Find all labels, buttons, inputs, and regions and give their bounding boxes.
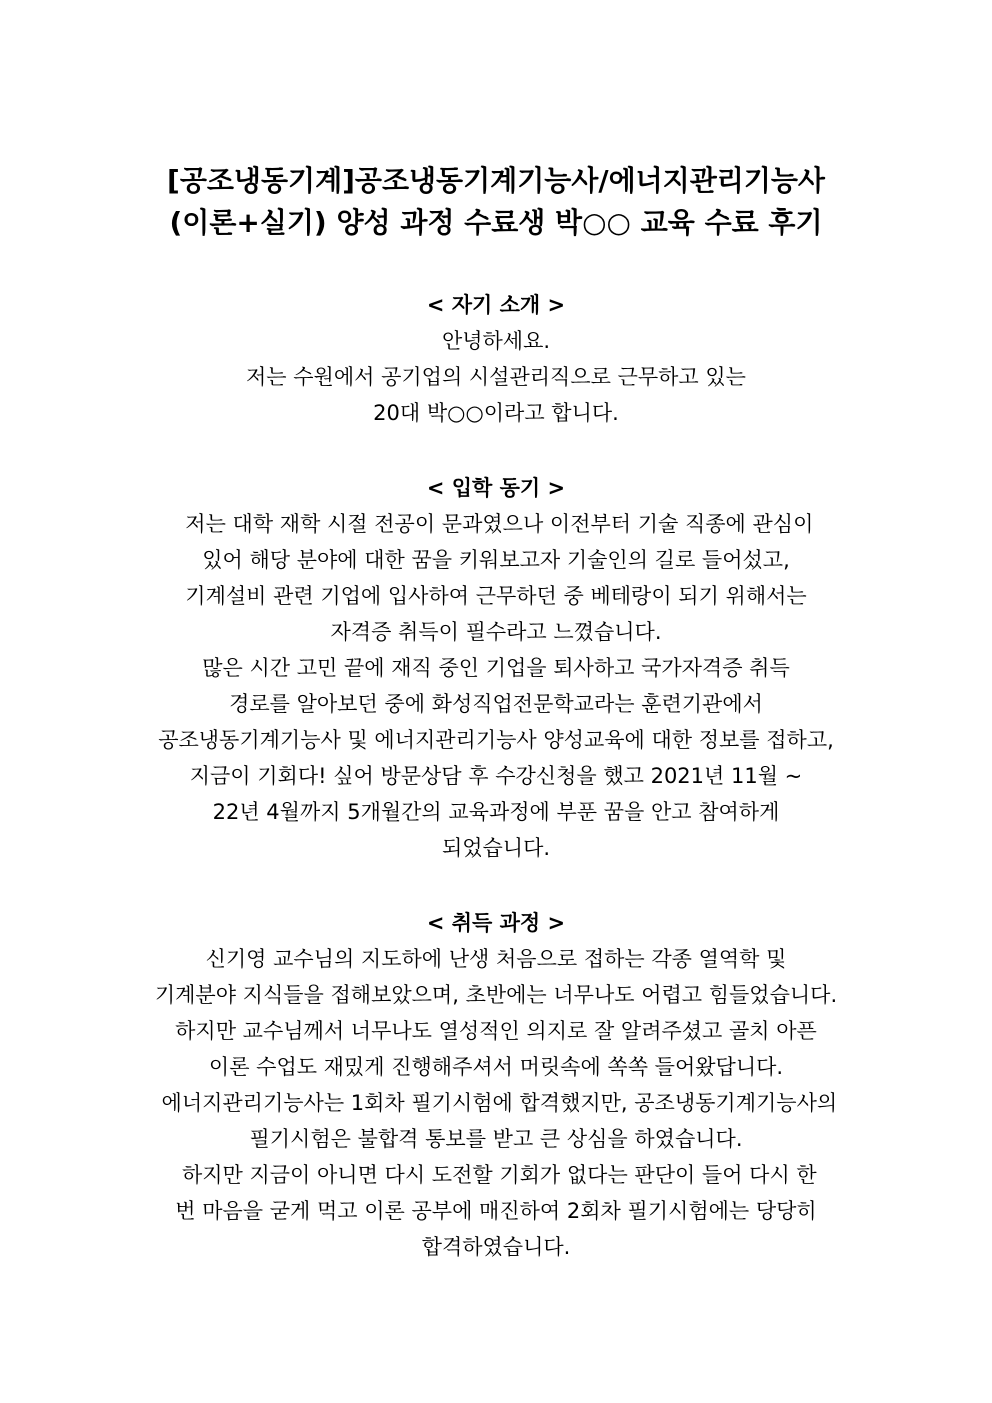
intro-line: 저는 수원에서 공기업의 시설관리직으로 근무하고 있는 (246, 365, 746, 389)
motive-line: 공조냉동기계기능사 및 에너지관리기능사 양성교육에 대한 정보를 접하고, (158, 728, 834, 752)
motive-line: 저는 대학 재학 시절 전공이 문과였으나 이전부터 기술 직종에 관심이 (178, 512, 814, 536)
motive-line: 되었습니다. (441, 836, 551, 860)
motive-line: 많은 시간 고민 끝에 재직 중인 기업을 퇴사하고 국가자격증 취득 (202, 656, 790, 680)
process-line: 신기영 교수님의 지도하에 난생 처음으로 접하는 각종 열역학 및 (205, 947, 787, 971)
acquisition-process-section (0, 905, 992, 1265)
section-heading-acquisition-process: < 취득 과정 > (426, 911, 566, 935)
title-line-2: (이론+실기) 양성 과정 수료생 박○○ 교육 수료 후기 (169, 206, 823, 239)
process-line: 번 마음을 굳게 먹고 이론 공부에 매진하여 2회차 필기시험에는 당당히 (175, 1199, 817, 1223)
title-line-1: [공조냉동기계]공조냉동기계기능사/에너지관리기능사 (167, 164, 825, 197)
process-line: 이론 수업도 재밌게 진행해주셔서 머릿속에 쏙쏙 들어왔답니다. (208, 1055, 784, 1079)
motive-line: 22년 4월까지 5개월간의 교육과정에 부푼 꿈을 안고 참여하게 (212, 800, 780, 824)
process-line: 하지만 지금이 아니면 다시 도전할 기회가 없다는 판단이 들어 다시 한 (175, 1163, 817, 1187)
intro-line: 20대 박○○이라고 합니다. (373, 401, 619, 425)
motive-line: 기계설비 관련 기업에 입사하여 근무하던 중 베테랑이 되기 위해서는 (185, 584, 807, 608)
process-line: 기계분야 지식들을 접해보았으며, 초반에는 너무나도 어렵고 힘들었습니다. (154, 983, 838, 1007)
section-heading-admission-motive: < 입학 동기 > (426, 476, 566, 500)
process-line: 에너지관리기능사는 1회차 필기시험에 합격했지만, 공조냉동기계기능사의 (154, 1091, 838, 1115)
self-introduction-section (0, 287, 992, 431)
motive-line: 지금이 기회다! 싶어 방문상담 후 수강신청을 했고 2021년 11월 ~ (189, 764, 803, 788)
motive-line: 있어 해당 분야에 대한 꿈을 키워보고자 기술인의 길로 들어섰고, (202, 548, 790, 572)
document-title (0, 160, 992, 244)
section-heading-self-introduction: < 자기 소개 > (426, 293, 566, 317)
process-line: 합격하였습니다. (421, 1235, 571, 1259)
admission-motive-section (0, 470, 992, 866)
motive-line: 자격증 취득이 필수라고 느꼈습니다. (330, 620, 662, 644)
intro-line: 안녕하세요. (441, 329, 551, 353)
process-line: 필기시험은 불합격 통보를 받고 큰 상심을 하였습니다. (249, 1127, 743, 1151)
process-line: 하지만 교수님께서 너무나도 열성적인 의지로 잘 알려주셨고 골치 아픈 (175, 1019, 817, 1043)
motive-line: 경로를 알아보던 중에 화성직업전문학교라는 훈련기관에서 (229, 692, 763, 716)
